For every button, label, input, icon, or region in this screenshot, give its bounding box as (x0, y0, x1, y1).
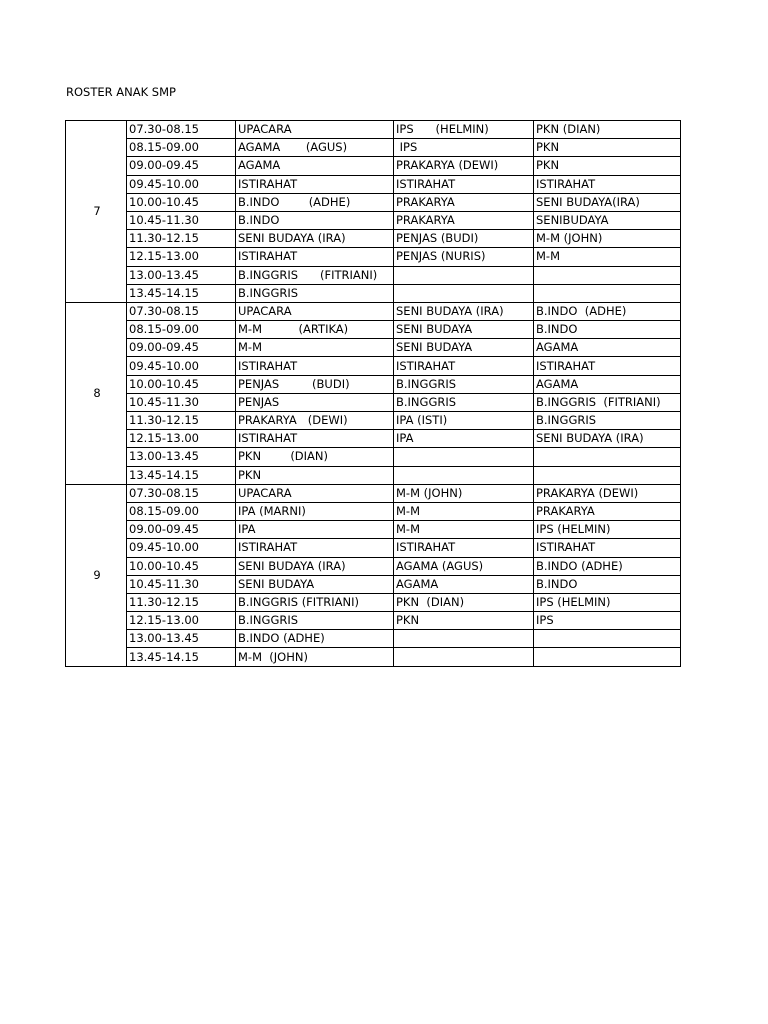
time-cell: 10.45-11.30 (127, 211, 236, 229)
time-cell: 09.00-09.45 (127, 157, 236, 175)
subject-cell: ISTIRAHAT (236, 175, 394, 193)
table-row (66, 630, 681, 648)
subject-cell: PKN (534, 139, 681, 157)
subject-cell: B.INDO (534, 321, 681, 339)
subject-cell: PRAKARYA (DEWI) (236, 412, 394, 430)
subject-cell: SENI BUDAYA (IRA) (534, 430, 681, 448)
subject-cell: PKN (394, 612, 534, 630)
subject-cell: B.INGGRIS (236, 612, 394, 630)
subject-cell: IPS (394, 139, 534, 157)
subject-cell: UPACARA (236, 302, 394, 320)
table-row (66, 375, 681, 393)
subject-cell: ISTIRAHAT (236, 357, 394, 375)
subject-cell (394, 284, 534, 302)
table-row (66, 539, 681, 557)
subject-cell: SENI BUDAYA (236, 575, 394, 593)
time-cell: 10.45-11.30 (127, 575, 236, 593)
table-row (66, 302, 681, 320)
table-row (66, 412, 681, 430)
subject-cell: PRAKARYA (394, 211, 534, 229)
roster-table (65, 120, 681, 667)
time-cell: 12.15-13.00 (127, 248, 236, 266)
table-row (66, 502, 681, 520)
grade-cell: 7 (66, 121, 127, 303)
subject-cell: AGAMA (236, 157, 394, 175)
subject-cell (534, 648, 681, 666)
time-cell: 10.45-11.30 (127, 393, 236, 411)
subject-cell: IPA (394, 430, 534, 448)
subject-cell: SENIBUDAYA (534, 211, 681, 229)
time-cell: 10.00-10.45 (127, 193, 236, 211)
grade-cell: 8 (66, 302, 127, 484)
subject-cell: SENI BUDAYA (394, 321, 534, 339)
subject-cell: PRAKARYA (DEWI) (394, 157, 534, 175)
subject-cell: SENI BUDAYA (394, 339, 534, 357)
table-row (66, 593, 681, 611)
table-row (66, 557, 681, 575)
subject-cell (394, 466, 534, 484)
subject-cell: B.INGGRIS (236, 284, 394, 302)
table-row (66, 139, 681, 157)
subject-cell: PKN (236, 466, 394, 484)
subject-cell: IPA (MARNI) (236, 502, 394, 520)
subject-cell: M-M (534, 248, 681, 266)
subject-cell: M-M (JOHN) (236, 648, 394, 666)
subject-cell: B.INDO (ADHE) (236, 630, 394, 648)
subject-cell: UPACARA (236, 484, 394, 502)
subject-cell: ISTIRAHAT (534, 175, 681, 193)
table-row (66, 248, 681, 266)
subject-cell: PRAKARYA (394, 193, 534, 211)
grade-cell: 9 (66, 484, 127, 666)
time-cell: 09.45-10.00 (127, 175, 236, 193)
table-row (66, 521, 681, 539)
table-row (66, 357, 681, 375)
table-row (66, 484, 681, 502)
time-cell: 13.00-13.45 (127, 630, 236, 648)
table-row (66, 157, 681, 175)
subject-cell: M-M (394, 502, 534, 520)
time-cell: 09.45-10.00 (127, 539, 236, 557)
subject-cell: PKN (DIAN) (394, 593, 534, 611)
subject-cell: ISTIRAHAT (394, 357, 534, 375)
subject-cell: PKN (534, 157, 681, 175)
time-cell: 08.15-09.00 (127, 139, 236, 157)
time-cell: 10.00-10.45 (127, 375, 236, 393)
table-row (66, 284, 681, 302)
time-cell: 13.00-13.45 (127, 266, 236, 284)
time-cell: 13.45-14.15 (127, 284, 236, 302)
subject-cell: ISTIRAHAT (394, 539, 534, 557)
subject-cell: B.INDO (ADHE) (236, 193, 394, 211)
subject-cell: PRAKARYA (DEWI) (534, 484, 681, 502)
subject-cell: PENJAS (236, 393, 394, 411)
subject-cell: AGAMA (AGUS) (394, 557, 534, 575)
subject-cell: IPS (534, 612, 681, 630)
time-cell: 09.00-09.45 (127, 521, 236, 539)
table-row (66, 321, 681, 339)
subject-cell: M-M (ARTIKA) (236, 321, 394, 339)
subject-cell: ISTIRAHAT (534, 539, 681, 557)
subject-cell: AGAMA (394, 575, 534, 593)
subject-cell: ISTIRAHAT (534, 357, 681, 375)
subject-cell: PKN (DIAN) (236, 448, 394, 466)
time-cell: 11.30-12.15 (127, 230, 236, 248)
subject-cell: AGAMA (534, 339, 681, 357)
subject-cell: B.INDO (ADHE) (534, 557, 681, 575)
time-cell: 08.15-09.00 (127, 502, 236, 520)
time-cell: 13.45-14.15 (127, 466, 236, 484)
subject-cell: SENI BUDAYA (IRA) (394, 302, 534, 320)
subject-cell (394, 266, 534, 284)
subject-cell: ISTIRAHAT (394, 175, 534, 193)
time-cell: 10.00-10.45 (127, 557, 236, 575)
subject-cell (394, 648, 534, 666)
subject-cell: B.INGGRIS (FITRIANI) (236, 266, 394, 284)
subject-cell: AGAMA (534, 375, 681, 393)
subject-cell: IPS (HELMIN) (534, 521, 681, 539)
table-row (66, 193, 681, 211)
subject-cell (534, 466, 681, 484)
subject-cell: ISTIRAHAT (236, 539, 394, 557)
subject-cell: IPA (236, 521, 394, 539)
subject-cell (394, 630, 534, 648)
roster-body (66, 121, 681, 667)
subject-cell: ISTIRAHAT (236, 430, 394, 448)
subject-cell (394, 448, 534, 466)
time-cell: 13.45-14.15 (127, 648, 236, 666)
time-cell: 08.15-09.00 (127, 321, 236, 339)
time-cell: 07.30-08.15 (127, 302, 236, 320)
table-row (66, 230, 681, 248)
subject-cell (534, 284, 681, 302)
table-row (66, 448, 681, 466)
subject-cell: B.INDO (ADHE) (534, 302, 681, 320)
table-row (66, 175, 681, 193)
subject-cell: SENI BUDAYA(IRA) (534, 193, 681, 211)
table-row (66, 612, 681, 630)
table-row (66, 648, 681, 666)
table-row (66, 575, 681, 593)
time-cell: 13.00-13.45 (127, 448, 236, 466)
table-row (66, 430, 681, 448)
time-cell: 12.15-13.00 (127, 430, 236, 448)
subject-cell (534, 266, 681, 284)
time-cell: 09.00-09.45 (127, 339, 236, 357)
subject-cell: M-M (236, 339, 394, 357)
table-row (66, 393, 681, 411)
subject-cell: IPA (ISTI) (394, 412, 534, 430)
subject-cell: M-M (JOHN) (394, 484, 534, 502)
subject-cell: AGAMA (AGUS) (236, 139, 394, 157)
table-row (66, 339, 681, 357)
subject-cell: SENI BUDAYA (IRA) (236, 230, 394, 248)
table-row (66, 121, 681, 139)
document-title: ROSTER ANAK SMP (66, 85, 176, 99)
subject-cell (534, 448, 681, 466)
subject-cell: PKN (DIAN) (534, 121, 681, 139)
table-row (66, 211, 681, 229)
subject-cell: ISTIRAHAT (236, 248, 394, 266)
subject-cell: B.INDO (236, 211, 394, 229)
subject-cell: B.INGGRIS (394, 375, 534, 393)
time-cell: 09.45-10.00 (127, 357, 236, 375)
subject-cell: IPS (HELMIN) (534, 593, 681, 611)
subject-cell: IPS (HELMIN) (394, 121, 534, 139)
subject-cell: M-M (JOHN) (534, 230, 681, 248)
table-row (66, 466, 681, 484)
subject-cell: UPACARA (236, 121, 394, 139)
subject-cell: PENJAS (BUDI) (394, 230, 534, 248)
subject-cell: B.INGGRIS (FITRIANI) (534, 393, 681, 411)
subject-cell: B.INGGRIS (FITRIANI) (236, 593, 394, 611)
subject-cell: PENJAS (NURIS) (394, 248, 534, 266)
subject-cell: PENJAS (BUDI) (236, 375, 394, 393)
subject-cell: SENI BUDAYA (IRA) (236, 557, 394, 575)
subject-cell: PRAKARYA (534, 502, 681, 520)
table-row (66, 266, 681, 284)
time-cell: 11.30-12.15 (127, 412, 236, 430)
time-cell: 07.30-08.15 (127, 484, 236, 502)
subject-cell: B.INGGRIS (534, 412, 681, 430)
subject-cell: B.INDO (534, 575, 681, 593)
subject-cell (534, 630, 681, 648)
time-cell: 07.30-08.15 (127, 121, 236, 139)
time-cell: 11.30-12.15 (127, 593, 236, 611)
subject-cell: M-M (394, 521, 534, 539)
subject-cell: B.INGGRIS (394, 393, 534, 411)
time-cell: 12.15-13.00 (127, 612, 236, 630)
